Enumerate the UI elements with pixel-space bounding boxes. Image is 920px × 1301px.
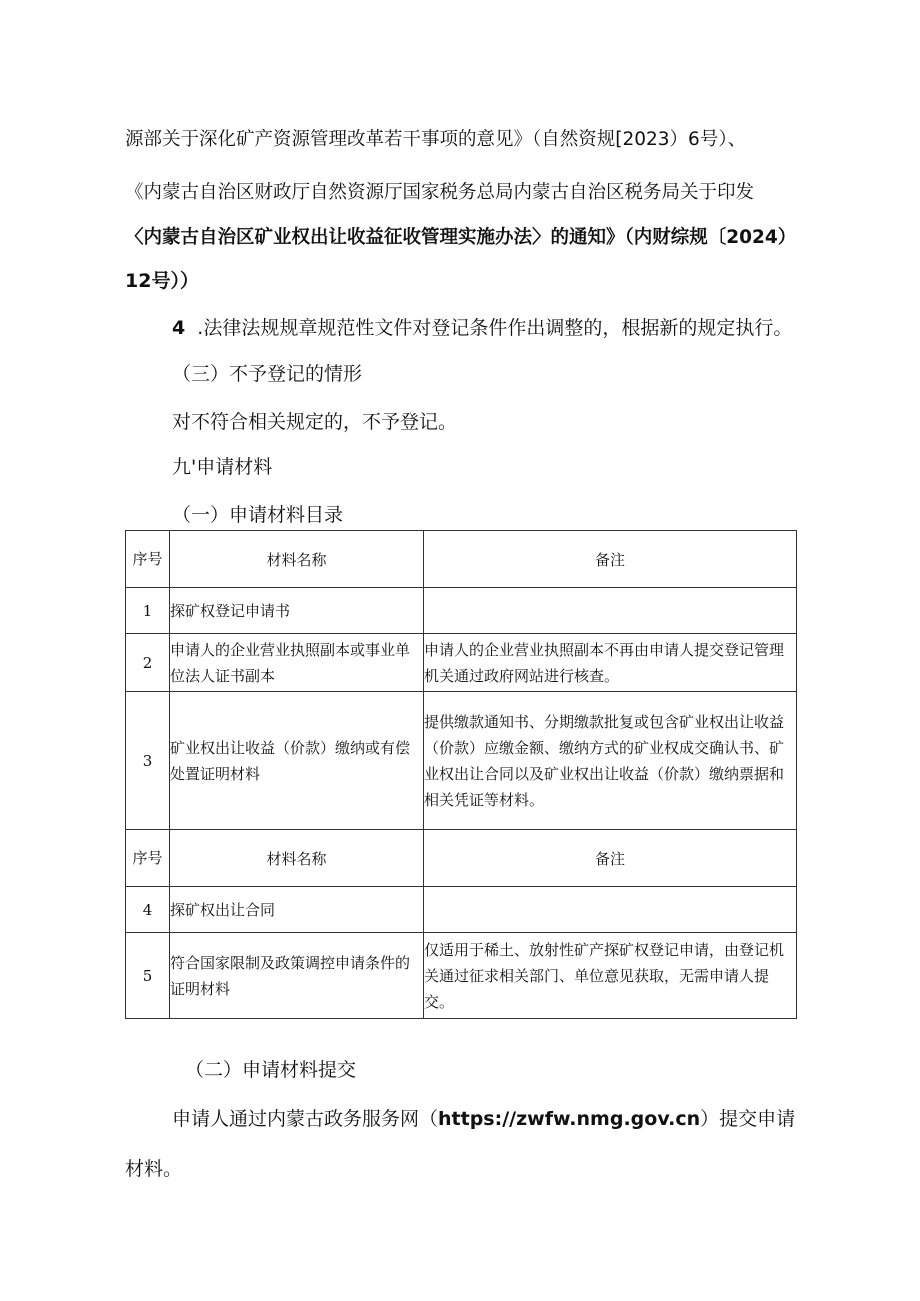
row-num: 5: [126, 933, 170, 1019]
paragraph-line: 《内蒙古自治区财政厅自然资源厅国家税务总局内蒙古自治区税务局关于印发: [125, 182, 755, 203]
row-note: [424, 588, 797, 634]
list-item-text: .法律法规规章规范性文件对登记条件作出调整的，根据新的规定执行。: [197, 317, 793, 339]
section-heading: （三）不予登记的情形: [172, 363, 363, 385]
table-row: [126, 588, 797, 634]
list-item-number: 4: [172, 317, 186, 339]
materials-table: [125, 530, 797, 1019]
paragraph-line: 源部关于深化矿产资源管理改革若干事项的意见》（自然资规[2023）6号）、: [125, 129, 747, 150]
row-num: 1: [126, 588, 170, 634]
row-name: 申请人的企业营业执照副本或事业单位法人证书副本: [170, 634, 424, 692]
table-row: [126, 933, 797, 1019]
row-name: 探矿权出让合同: [170, 887, 424, 933]
row-name: 矿业权出让收益（价款）缴纳或有偿处置证明材料: [170, 692, 424, 830]
row-note: [424, 887, 797, 933]
row-note: 仅适用于稀土、放射性矿产探矿权登记申请，由登记机关通过征求相关部门、单位意见获取，无需申请人提交。: [424, 933, 797, 1019]
header-name: 材料名称: [170, 531, 424, 588]
section-heading: 九'申请材料: [172, 456, 273, 478]
table-row: [126, 692, 797, 830]
paragraph-line: 12号））: [125, 270, 199, 292]
paragraph-line: 〈内蒙古自治区矿业权出让收益征收管理实施办法〉的通知》（内财综规〔2024）: [125, 227, 797, 248]
row-note: 提供缴款通知书、分期缴款批复或包含矿业权出让收益（价款）应缴金额、缴纳方式的矿业权成交确认书、矿业权出让合同以及矿业权出让收益（价款）缴纳票据和相关凭证等材料。: [424, 692, 797, 830]
header-num: 序号: [126, 531, 170, 588]
paragraph-line: [172, 1107, 795, 1131]
section-heading: （一）申请材料目录: [172, 504, 344, 526]
row-note: 申请人的企业营业执照副本不再由申请人提交登记管理机关通过政府网站进行核查。: [424, 634, 797, 692]
paragraph-line: 材料。: [125, 1158, 183, 1180]
row-num: 3: [126, 692, 170, 830]
table-header-row: [126, 830, 797, 887]
submit-text-pre: 申请人通过内蒙古政务服务网（: [172, 1108, 439, 1130]
row-name: 探矿权登记申请书: [170, 588, 424, 634]
row-num: 4: [126, 887, 170, 933]
row-name: 符合国家限制及政策调控申请条件的证明材料: [170, 933, 424, 1019]
header-note: 备注: [424, 830, 797, 887]
header-name: 材料名称: [170, 830, 424, 887]
section-heading: （二）申请材料提交: [185, 1059, 357, 1081]
paragraph-text: 对不符合相关规定的，不予登记。: [172, 411, 458, 433]
table-row: [126, 634, 797, 692]
table-row: [126, 887, 797, 933]
header-num: 序号: [126, 830, 170, 887]
submit-url: https://zwfw.nmg.gov.cn: [438, 1108, 701, 1130]
list-item: [172, 316, 792, 340]
table-header-row: [126, 531, 797, 588]
row-num: 2: [126, 634, 170, 692]
submit-text-post: ）提交申请: [700, 1108, 796, 1130]
header-note: 备注: [424, 531, 797, 588]
